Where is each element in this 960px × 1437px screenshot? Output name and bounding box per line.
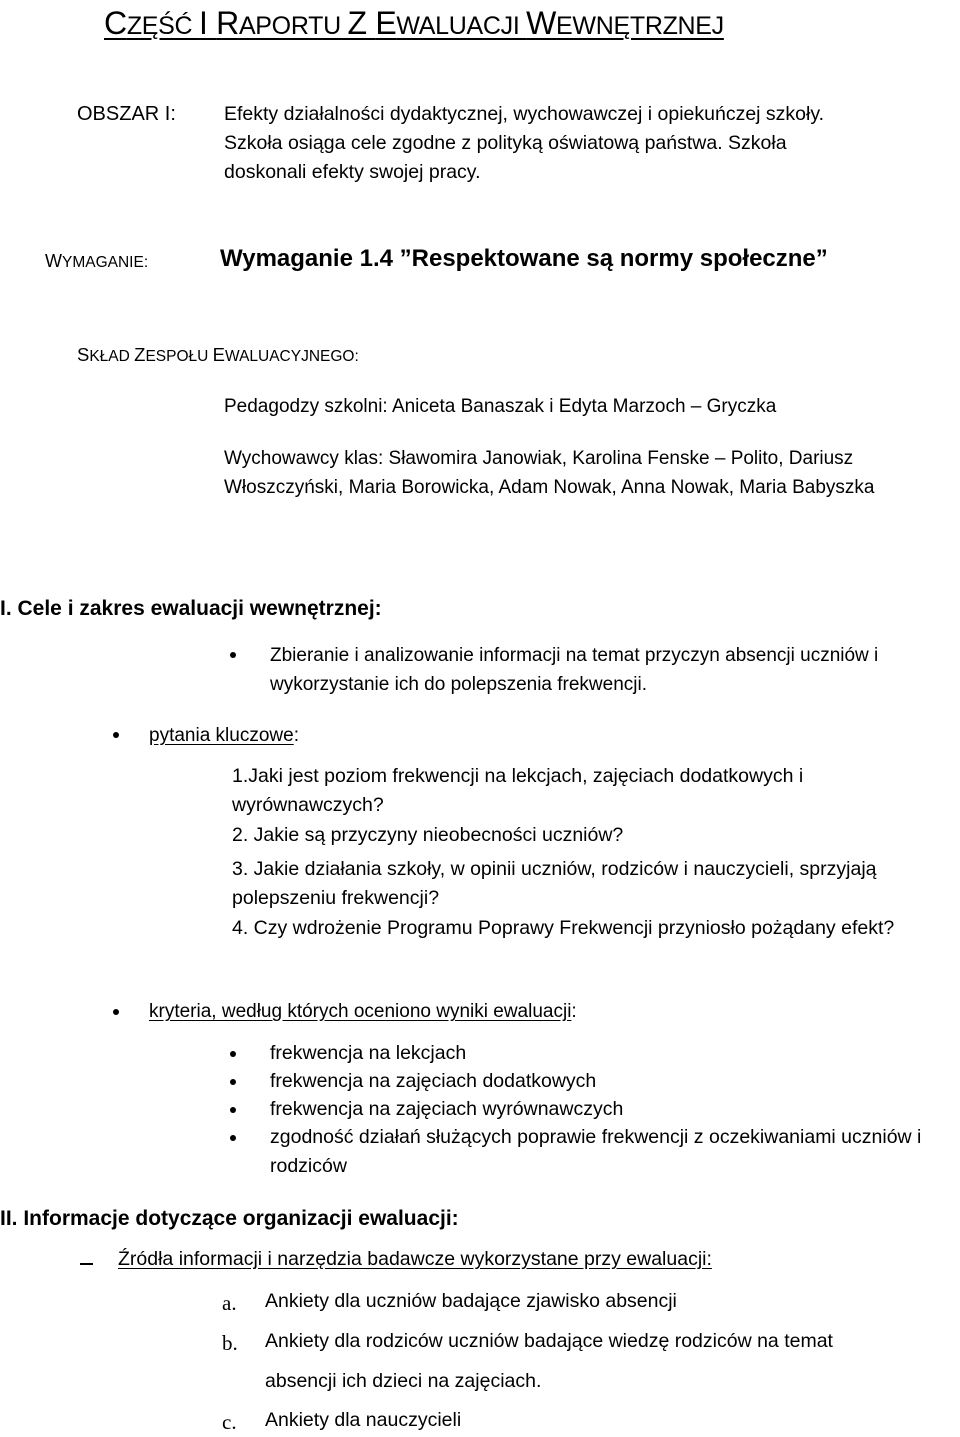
- list-letter: b.: [222, 1331, 238, 1355]
- wymaganie-text: Wymaganie 1.4 ”Respektowane są normy społeczne”: [220, 245, 828, 272]
- criterion-item: frekwencja na zajęciach dodatkowych: [270, 1070, 597, 1092]
- page-title: CZĘŚĆ I RAPORTU Z EWALUACJI WEWNĘTRZNEJ: [104, 5, 724, 41]
- source-item: Ankiety dla rodziców uczniów badające wiedzę rodziców na temat: [265, 1330, 833, 1352]
- criterion-item: frekwencja na zajęciach wyrównawczych: [270, 1098, 624, 1120]
- goal-text: Zbieranie i analizowanie informacji na temat przyczyn absencji uczniów i wykorzystanie ich do polepszenia frekwencji.: [270, 645, 879, 695]
- obszar-label: OBSZAR I:: [77, 103, 176, 125]
- obszar-description: [224, 100, 960, 187]
- source-item: Ankiety dla uczniów badające zjawisko absencji: [265, 1290, 677, 1312]
- obszar-line: Efekty działalności dydaktycznej, wychowawczej i opiekuńczej szkoły.: [224, 103, 825, 125]
- bullet-icon: [113, 1009, 119, 1015]
- bullet-icon: [230, 1135, 236, 1141]
- question-item: 2. Jakie są przyczyny nieobecności uczniów?: [232, 824, 624, 846]
- section-2-heading: II. Informacje dotyczące organizacji ewaluacji:: [0, 1207, 459, 1230]
- question-item: 1.Jaki jest poziom frekwencji na lekcjach, zajęciach dodatkowych i wyrównawczych?: [232, 765, 804, 816]
- wymaganie-label: WYMAGANIE:: [45, 251, 149, 271]
- criterion-item: zgodność działań służących poprawie frekwencji z oczekiwaniami uczniów i rodziców: [270, 1126, 922, 1177]
- question-item: 4. Czy wdrożenie Programu Poprawy Frekwencji przyniosło pożądany efekt?: [232, 917, 895, 939]
- source-item-continuation: absencji ich dzieci na zajęciach.: [265, 1370, 542, 1392]
- sklad-label: SKŁAD ZESPOŁU EWALUACYJNEGO:: [77, 344, 359, 365]
- dash-icon: [80, 1263, 93, 1265]
- criterion-item: frekwencja na lekcjach: [270, 1042, 467, 1064]
- section-1-heading: I. Cele i zakres ewaluacji wewnętrznej:: [0, 597, 382, 620]
- obszar-line: doskonali efekty swojej pracy.: [224, 161, 481, 183]
- wychowawcy-paragraph: Wychowawcy klas: Sławomira Janowiak, Karolina Fenske – Polito, Dariusz Włoszczyński, Maria Borowicka, Adam Nowak, Anna Nowak, Maria Babyszka: [224, 448, 875, 498]
- bullet-icon: [230, 1051, 236, 1057]
- bullet-icon: [230, 1079, 236, 1085]
- bullet-icon: [113, 732, 119, 738]
- bullet-icon: [230, 652, 236, 658]
- question-item: 3. Jakie działania szkoły, w opinii uczniów, rodziców i nauczycieli, sprzyjają polepszeniu frekwencji?: [232, 858, 877, 909]
- list-letter: a.: [222, 1291, 237, 1315]
- source-item: Ankiety dla nauczycieli: [265, 1409, 462, 1431]
- zrodla-label: Źródła informacji i narzędzia badawcze wykorzystane przy ewaluacji:: [118, 1248, 712, 1270]
- bullet-icon: [230, 1107, 236, 1113]
- list-letter: c.: [222, 1410, 237, 1434]
- pedagodzy-paragraph: Pedagodzy szkolni: Aniceta Banaszak i Edyta Marzoch – Gryczka: [224, 396, 777, 417]
- pytania-label: pytania kluczowe:: [149, 725, 299, 746]
- kryteria-label: kryteria, według których oceniono wyniki ewaluacji:: [149, 1001, 577, 1022]
- obszar-line: Szkoła osiąga cele zgodne z polityką oświatową państwa. Szkoła: [224, 132, 787, 154]
